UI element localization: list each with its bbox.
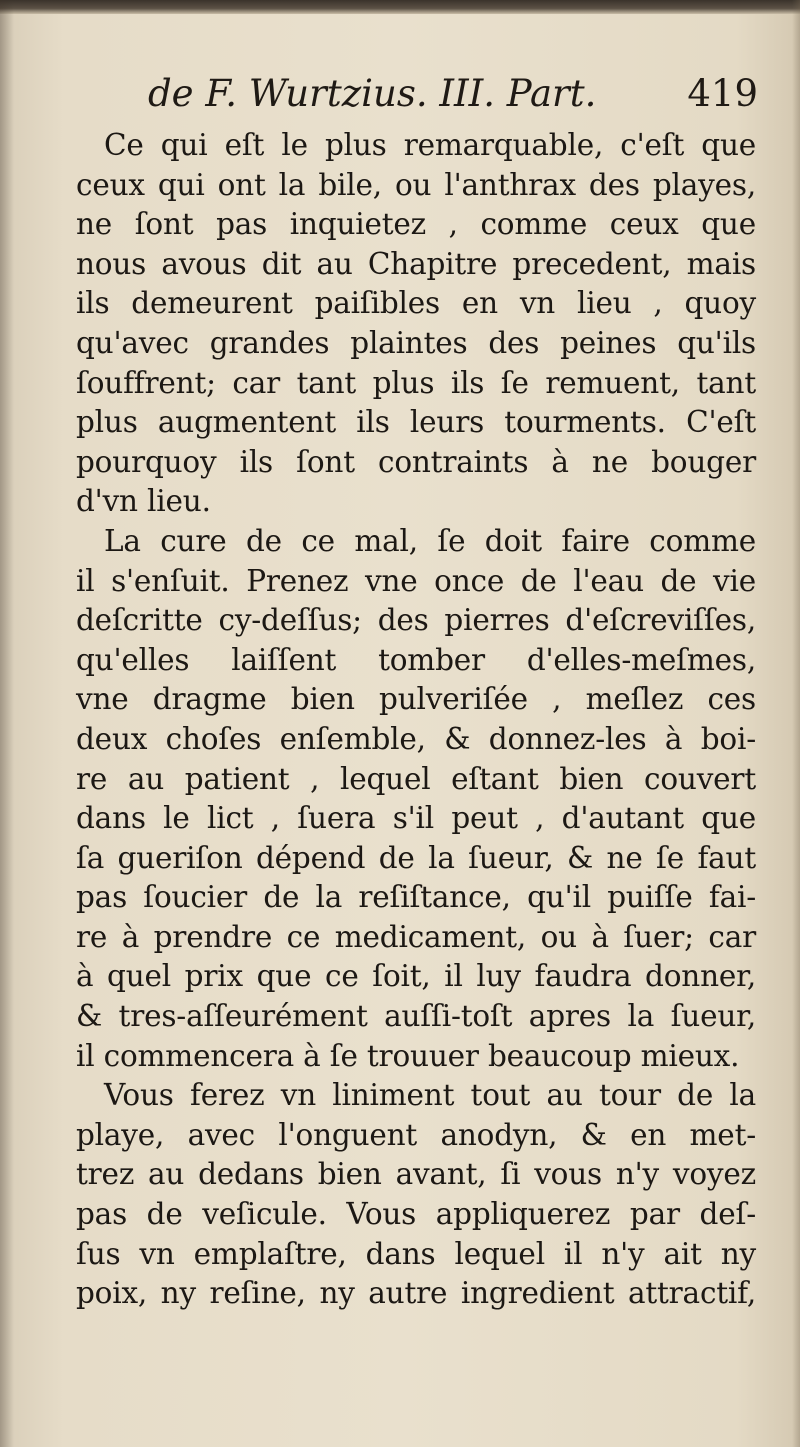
text-line: nous avous dit au Chapitre precedent, mais [76, 246, 756, 281]
text-line: re au patient , lequel eſtant bien couvert [76, 761, 756, 796]
text-line: & tres-aſſeurément auſſi-toſt apres la ſueur, [76, 999, 756, 1034]
text-line: ils demeurent paiſibles en vn lieu , quoy [76, 286, 756, 321]
text-line: trez au dedans bien avant, ſi vous n'y voyez [76, 1157, 756, 1192]
text-line: il commencera à ſe trouuer beaucoup mieux. [76, 1038, 740, 1073]
text-line: ſa gueriſon dépend de la ſueur, & ne ſe faut [76, 840, 756, 875]
text-line: ne ſont pas inquietez , comme ceux que [76, 207, 756, 242]
spine-shadow [0, 0, 14, 1447]
text-line: plus augmentent ils leurs tourments. C'eſt [76, 405, 756, 440]
text-line: il s'enſuit. Prenez vne once de l'eau de vie [76, 563, 756, 598]
text-line: re à prendre ce medicament, ou à ſuer; car [76, 919, 756, 954]
text-line: Ce qui eſt le plus remarquable, c'eſt que [104, 128, 756, 162]
text-line: playe, avec l'onguent anodyn, & en met- [76, 1117, 756, 1152]
text-line: qu'avec grandes plaintes des peines qu'ils [76, 325, 756, 360]
text-line: Vous ferez vn liniment tout au tour de la [104, 1078, 756, 1113]
text-line: La cure de ce mal, ſe doit faire comme [104, 523, 756, 558]
text-line: ceux qui ont la bile, ou l'anthrax des playes, [76, 167, 756, 202]
text-line: poix, ny reſine, ny autre ingredient attractif, [76, 1276, 756, 1311]
text-line: qu'elles laiſſent tomber d'elles-meſmes, [76, 642, 756, 677]
text-line: ſouffrent; car tant plus ils ſe remuent, tant [76, 365, 756, 400]
text-line: pas ſoucier de la reſiſtance, qu'il puiſſe fai- [76, 880, 756, 915]
text-line: d'vn lieu. [76, 484, 211, 519]
text-line: pourquoy ils ſont contraints à ne bouger [76, 444, 756, 479]
page-top-edge [0, 0, 800, 14]
page-right-edge [792, 0, 800, 1447]
text-line: vne dragme bien pulveriſée , meſlez ces [76, 682, 756, 717]
page-header [108, 72, 758, 120]
text-line: ſus vn emplaſtre, dans lequel il n'y ait ny [76, 1236, 756, 1271]
page-number: 419 [687, 72, 758, 115]
body-text [76, 126, 756, 1314]
text-line: pas de veſicule. Vous appliquerez par deſ- [76, 1197, 756, 1232]
running-head: de F. Wurtzius. III. Part. [148, 72, 597, 115]
text-line: dans le lict , ſuera s'il peut , d'autant que [76, 801, 756, 836]
text-line: deux choſes enſemble, & donnez-les à boi- [76, 721, 756, 756]
text-line: deſcritte cy-deſſus; des pierres d'eſcreviſſes, [76, 603, 756, 638]
text-line: à quel prix que ce ſoit, il luy faudra donner, [76, 959, 756, 994]
